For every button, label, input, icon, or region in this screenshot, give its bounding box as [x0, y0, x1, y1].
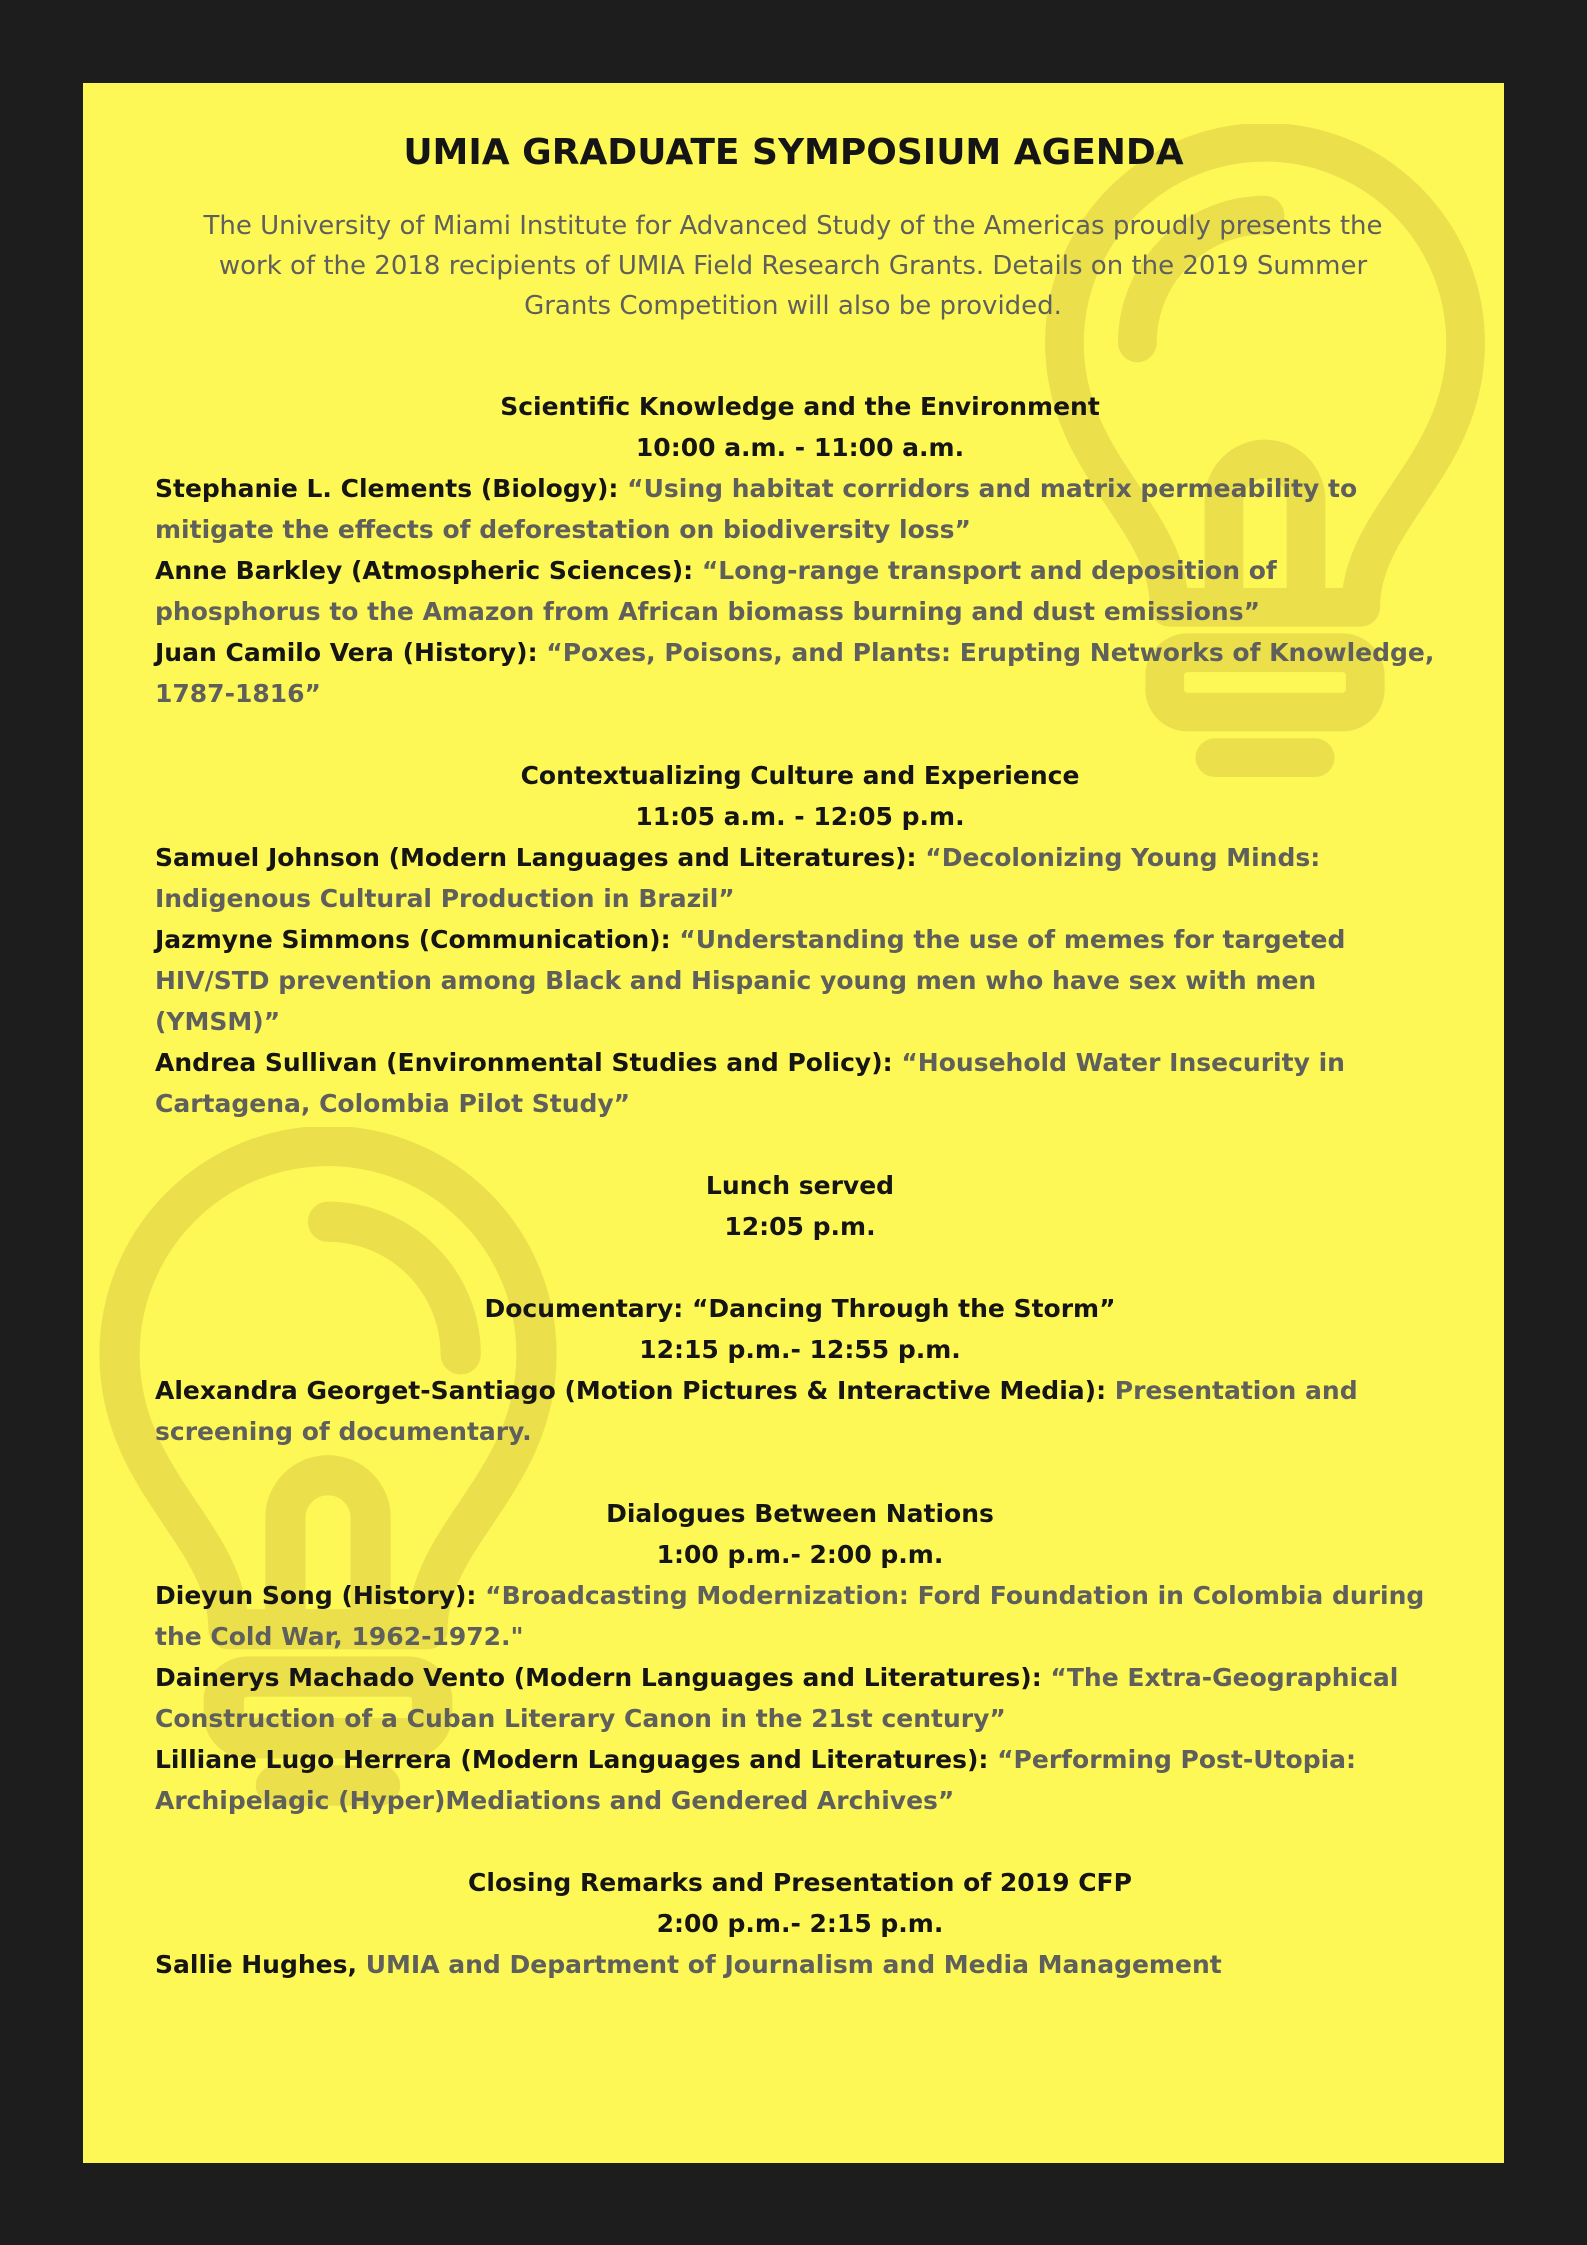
- agenda-entry: [155, 1739, 1445, 1821]
- presenter-name: Lilliane Lugo Herrera (Modern Languages and Literatures):: [155, 1745, 989, 1774]
- presenter-name: Dainerys Machado Vento (Modern Languages and Literatures):: [155, 1663, 1042, 1692]
- agenda-list: [155, 386, 1445, 2026]
- presenter-name: Anne Barkley (Atmospheric Sciences):: [155, 556, 694, 585]
- agenda-entry: [155, 632, 1445, 714]
- agenda-session: [155, 1288, 1445, 1452]
- presentation-title: “Decolonizing Young Minds: Indigenous Cultural Production in Brazil”: [155, 843, 1321, 913]
- presentation-title: “Performing Post-Utopia: Archipelagic (Hyper)Mediations and Gendered Archives”: [155, 1745, 1357, 1815]
- presentation-title: “Long-range transport and deposition of phosphorus to the Amazon from African biomass burning and dust emissions”: [155, 556, 1277, 626]
- session-time: 11:05 a.m. - 12:05 p.m.: [635, 802, 965, 831]
- session-heading: Contextualizing Culture and Experience: [520, 761, 1080, 790]
- presenter-name: Sallie Hughes,: [155, 1950, 357, 1979]
- agenda-entry: [155, 1042, 1445, 1124]
- presentation-title: “Understanding the use of memes for targeted HIV/STD prevention among Black and Hispanic young men who have sex with men (YMSM)”: [155, 925, 1346, 1036]
- agenda-entry: [155, 550, 1445, 632]
- presentation-title: Presentation and screening of documentary.: [155, 1376, 1358, 1446]
- session-heading: Dialogues Between Nations: [606, 1499, 994, 1528]
- agenda-entry: [155, 837, 1445, 919]
- session-time: 10:00 a.m. - 11:00 a.m.: [635, 433, 965, 462]
- presentation-title: “The Extra-Geographical Construction of a Cuban Literary Canon in the 21st century”: [155, 1663, 1399, 1733]
- session-heading: Documentary: “Dancing Through the Storm”: [484, 1294, 1116, 1323]
- presenter-name: Juan Camilo Vera (History):: [155, 638, 538, 667]
- presenter-name: Samuel Johnson (Modern Languages and Literatures):: [155, 843, 917, 872]
- agenda-session: [155, 1493, 1445, 1821]
- presentation-title: “Broadcasting Modernization: Ford Foundation in Colombia during the Cold War, 1962-1972.": [155, 1581, 1425, 1651]
- session-heading: Scientific Knowledge and the Environment: [500, 392, 1100, 421]
- session-time: 2:00 p.m.- 2:15 p.m.: [656, 1909, 944, 1938]
- agenda-entry: [155, 1657, 1445, 1739]
- agenda-flyer: [83, 83, 1504, 2163]
- agenda-entry: [155, 919, 1445, 1042]
- agenda-session: [155, 755, 1445, 1124]
- intro-paragraph: The University of Miami Institute for Advanced Study of the Americas proudly presents the work of the 2018 recipients of UMIA Field Research Grants. Details on the 2019 Summer Grants Competition will also be provided.: [203, 211, 1383, 321]
- agenda-session: [155, 1165, 1445, 1247]
- session-time: 12:05 p.m.: [724, 1212, 876, 1241]
- presentation-title: “Poxes, Poisons, and Plants: Erupting Networks of Knowledge, 1787-1816”: [155, 638, 1435, 708]
- presenter-name: Jazmyne Simmons (Communication):: [155, 925, 671, 954]
- agenda-session: [155, 386, 1445, 714]
- presentation-title: “Household Water Insecurity in Cartagena, Colombia Pilot Study”: [155, 1048, 1345, 1118]
- agenda-entry: [155, 1575, 1445, 1657]
- agenda-entry: [155, 1370, 1445, 1452]
- agenda-entry: [155, 1944, 1445, 1985]
- agenda-session: [155, 1862, 1445, 1985]
- page-title: UMIA GRADUATE SYMPOSIUM AGENDA: [403, 132, 1184, 173]
- presentation-title: “Using habitat corridors and matrix permeability to mitigate the effects of deforestation on biodiversity loss”: [155, 474, 1358, 544]
- presenter-name: Dieyun Song (History):: [155, 1581, 477, 1610]
- session-heading: Lunch served: [705, 1171, 895, 1200]
- agenda-entry: [155, 468, 1445, 550]
- presentation-title: UMIA and Department of Journalism and Media Management: [365, 1950, 1222, 1979]
- presenter-name: Andrea Sullivan (Environmental Studies and Policy):: [155, 1048, 893, 1077]
- session-time: 1:00 p.m.- 2:00 p.m.: [656, 1540, 944, 1569]
- session-time: 12:15 p.m.- 12:55 p.m.: [639, 1335, 961, 1364]
- presenter-name: Stephanie L. Clements (Biology):: [155, 474, 619, 503]
- session-heading: Closing Remarks and Presentation of 2019 CFP: [468, 1868, 1132, 1897]
- presenter-name: Alexandra Georget-Santiago (Motion Pictures & Interactive Media):: [155, 1376, 1107, 1405]
